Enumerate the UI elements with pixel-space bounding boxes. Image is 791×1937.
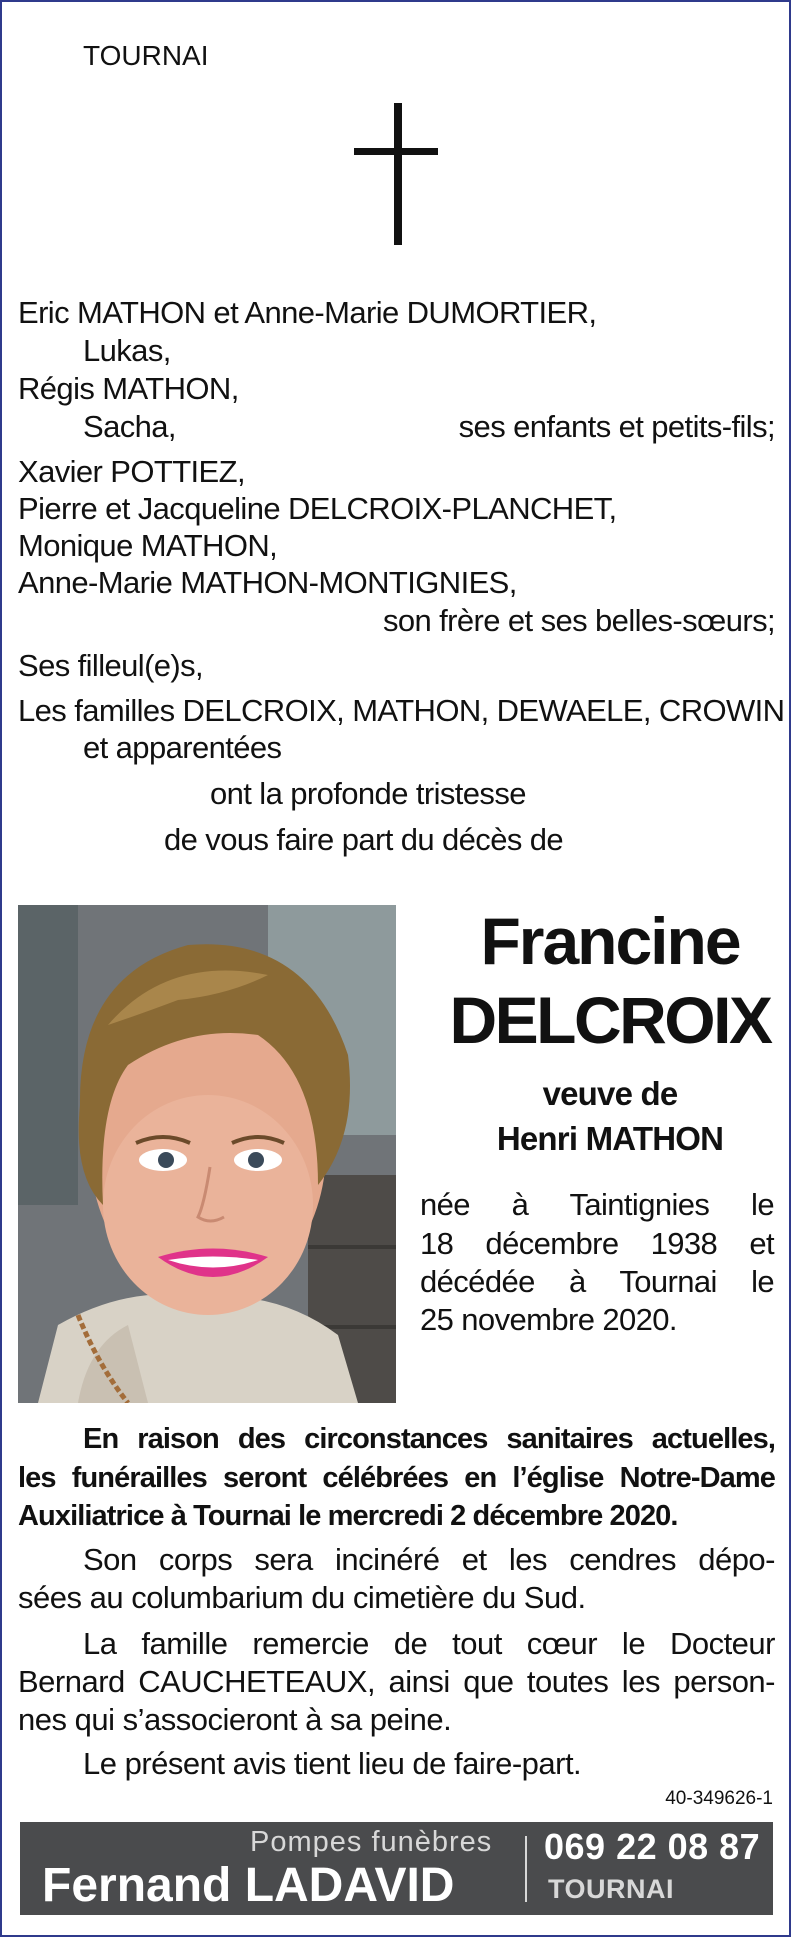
- funeral-home-phone: 069 22 08 87: [544, 1826, 761, 1867]
- family-line: Pierre et Jacqueline DELCROIX-PLANCHET,: [18, 491, 617, 526]
- family-line: Monique MATHON,: [18, 528, 278, 563]
- family-relation: ses enfants et petits-fils;: [458, 409, 775, 444]
- deceased-last-name: DELCROIX: [449, 983, 771, 1057]
- family-relation: son frère et ses belles-sœurs;: [382, 603, 775, 638]
- announcement-line: ont la profonde tristesse: [210, 776, 526, 811]
- funeral-notice: Auxiliatrice à Tournai le mercredi 2 décembre 2020.: [18, 1500, 678, 1532]
- announcement-line: de vous faire part du décès de: [164, 822, 564, 857]
- thanks-paragraph: La famille remercie de tout cœur le Docteur: [83, 1626, 775, 1661]
- family-line: Les familles DELCROIX, MATHON, DEWAELE, CROWIN: [18, 693, 785, 728]
- birth-date: 18 décembre 1938 et: [420, 1226, 774, 1261]
- family-line: Sacha,: [83, 409, 176, 444]
- funeral-home-banner: [20, 1822, 773, 1915]
- birth-place: née à Taintignies le: [420, 1187, 774, 1222]
- closing-line: Le présent avis tient lieu de faire-part.: [83, 1746, 582, 1781]
- death-date: 25 novembre 2020.: [420, 1302, 677, 1337]
- spouse-name: Henri MATHON: [496, 1120, 724, 1157]
- thanks-paragraph: Bernard CAUCHETEAUX, ainsi que toutes les person-: [18, 1664, 775, 1699]
- family-line: et apparentées: [83, 730, 282, 765]
- funeral-home-tagline: Pompes funèbres: [250, 1826, 493, 1858]
- family-line: Eric MATHON et Anne-Marie DUMORTIER,: [18, 295, 597, 330]
- funeral-home-town: TOURNAI: [548, 1874, 675, 1904]
- cremation-paragraph: Son corps sera incinéré et les cendres dépo-: [83, 1542, 775, 1577]
- funeral-notice: les funérailles seront célébrées en l’église Notre-Dame: [18, 1462, 775, 1494]
- deceased-first-name: Francine: [480, 904, 740, 978]
- widow-label: veuve de: [542, 1075, 678, 1112]
- city-heading: TOURNAI: [83, 40, 209, 71]
- thanks-paragraph: nes qui s’associeront à sa peine.: [18, 1702, 452, 1737]
- family-line: Ses filleul(e)s,: [18, 648, 204, 683]
- family-line: Anne-Marie MATHON-MONTIGNIES,: [18, 565, 517, 600]
- family-line: Xavier POTTIEZ,: [18, 454, 245, 489]
- funeral-home-name: Fernand LADAVID: [42, 1859, 455, 1912]
- funeral-notice: En raison des circonstances sanitaires actuelles,: [83, 1423, 775, 1455]
- death-place: décédée à Tournai le: [420, 1264, 774, 1299]
- family-line: Régis MATHON,: [18, 371, 239, 406]
- cremation-paragraph: sées au columbarium du cimetière du Sud.: [18, 1580, 586, 1615]
- family-line: Lukas,: [83, 333, 171, 368]
- reference-number: 40-349626-1: [665, 1788, 773, 1809]
- divider: [525, 1836, 527, 1902]
- portrait-photo: [18, 905, 396, 1403]
